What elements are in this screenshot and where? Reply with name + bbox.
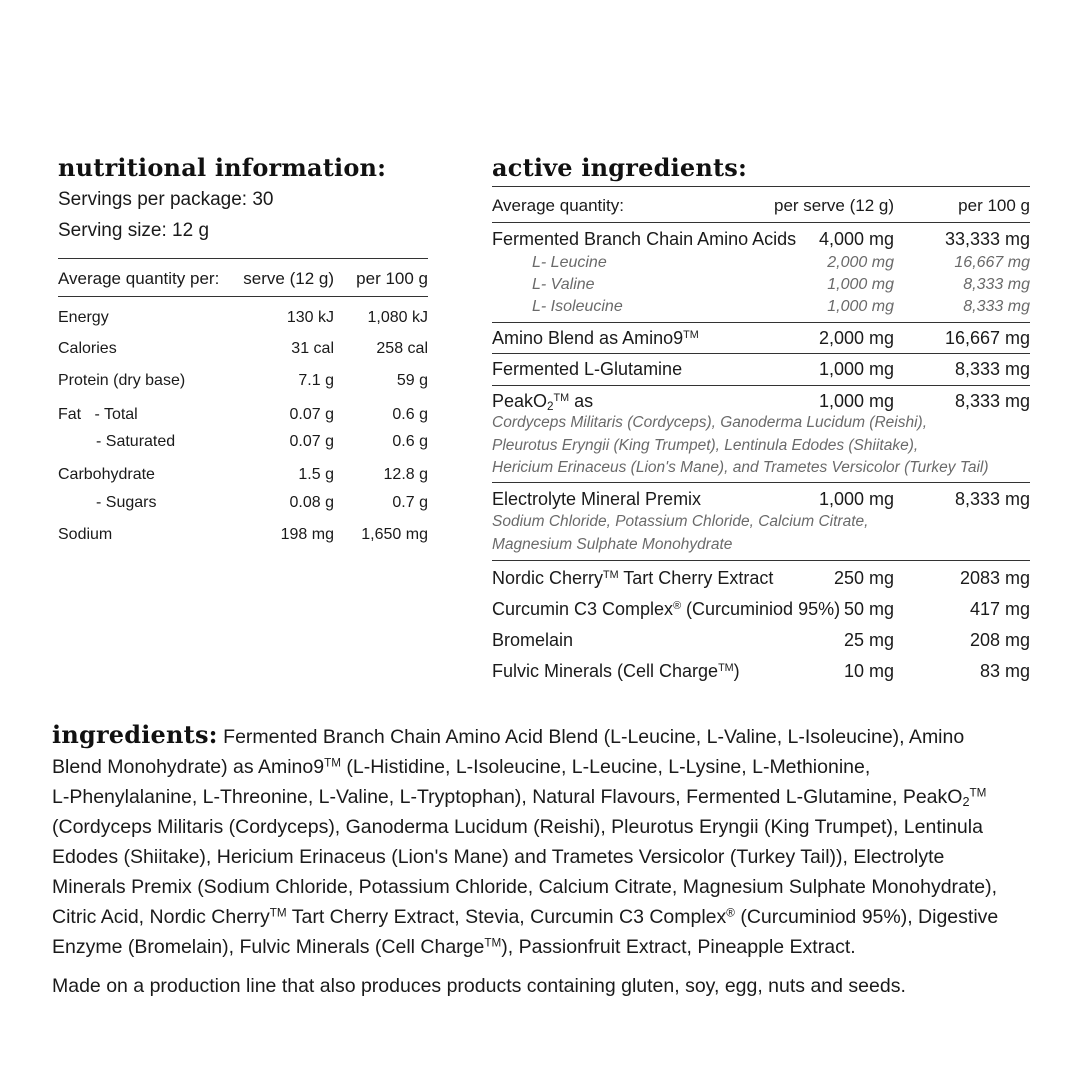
active-title: active ingredients: (492, 153, 748, 182)
row-per100: 12.8 g (383, 466, 428, 483)
nutrition-row-protein (58, 368, 428, 394)
row-label: Fermented Branch Chain Amino Acids (492, 229, 797, 249)
row-per100: 1,650 mg (361, 526, 428, 543)
nutrition-row-fat-total (58, 402, 428, 428)
active-row-glutamine (492, 357, 1030, 381)
row-per100: 59 g (396, 372, 428, 389)
row-label: - Saturated (96, 433, 176, 450)
nutrition-top-divider (58, 258, 428, 259)
row-label: Sodium (58, 526, 113, 543)
row-serve: 50 mg (843, 599, 894, 619)
row-per100: 0.6 g (392, 433, 428, 450)
row-label: Energy (58, 309, 109, 326)
row-serve: 1,000 mg (818, 359, 894, 379)
row-label: Curcumin C3 Complex® (Curcuminiod 95%) (492, 599, 841, 619)
active-header-serve: per serve (12 g) (774, 196, 894, 215)
row-per100: 2083 mg (959, 568, 1030, 588)
row-label: Carbohydrate (58, 466, 155, 483)
row-label: Fat - Total (58, 406, 138, 423)
active-row-isoleucine (492, 296, 1030, 318)
row-serve: 4,000 mg (818, 229, 894, 249)
row-serve: 31 cal (291, 340, 334, 357)
row-serve: 25 mg (843, 630, 894, 650)
nutrition-header-serve: serve (12 g) (243, 269, 334, 288)
row-label: Protein (dry base) (58, 372, 186, 389)
row-serve: 130 kJ (286, 309, 334, 326)
nutrition-row-sugars (58, 490, 428, 516)
row-serve: 1,000 mg (818, 489, 894, 509)
row-per100: 258 cal (376, 340, 428, 357)
active-header-divider (492, 222, 1030, 223)
ingredients-paragraph: ingredients: Fermented Branch Chain Amino Acid Blend (L-Leucine, L-Valine, L-Isoleucine), Amino Blend Monohydrate) as Amino9™ (L-Histidine, L-Isoleucine, L-Leucine, L-Lysine, L-Methionine, L-Phenylalanine, L-Threonine, L-Valine, L-Tryptophan), Natural Flavours, Fermented L-Glutamine, PeakO$_2$™ (Cordyceps Militaris (Cordyceps), Ganoderma Lucidum (Reishi), Pleurotus Eryngii (King Trumpet), Lentinula Edodes (Shiitake), Hericium Erinaceus (Lion's Mane) and Trametes Versicolor (Turkey Tail)), Electrolyte Minerals Premix (Sodium Chloride, Potassium Chloride, Calcium Citrate, Magnesium Sulphate Monohydrate), Citric Acid, Nordic Cherry™ Tart Cherry Extract, Stevia, Curcumin C3 Complex® (Curcuminiod 95%), Digestive Enzyme (Bromelain), Fulvic Minerals (Cell Charge™), Passionfruit Extract, Pineapple Extract. (52, 720, 999, 958)
nutrition-row-carbohydrate (58, 462, 428, 488)
row-per100: 208 mg (969, 630, 1030, 650)
row-per100: 16,667 mg (954, 254, 1030, 271)
row-serve: 1,000 mg (827, 298, 894, 315)
row-label: L- Isoleucine (532, 298, 623, 315)
nutrition-header-per100: per 100 g (356, 269, 428, 288)
row-serve: 2,000 mg (818, 328, 894, 348)
active-row-amino9 (492, 326, 1030, 350)
electrolyte-description: Sodium Chloride, Potassium Chloride, Calcium Citrate, Magnesium Sulphate Monohydrate (492, 513, 869, 553)
nutrition-row-sodium (58, 522, 428, 548)
ingredients-title: ingredients: (52, 720, 218, 749)
active-row-fulvic (492, 659, 1030, 683)
row-serve: 0.07 g (289, 406, 334, 423)
row-per100: 1,080 kJ (367, 309, 428, 326)
row-per100: 33,333 mg (944, 229, 1030, 249)
nutrition-title: nutritional information: (58, 153, 387, 182)
row-per100: 16,667 mg (944, 328, 1030, 348)
row-label: Fermented L-Glutamine (492, 359, 683, 379)
nutrition-panel (58, 150, 428, 543)
row-label: Electrolyte Mineral Premix (492, 489, 702, 509)
row-serve: 198 mg (280, 526, 334, 543)
row-per100: 8,333 mg (954, 489, 1030, 509)
row-label: PeakO$_2$™ as (492, 391, 594, 413)
peako2-description: Cordyceps Militaris (Cordyceps), Ganoderma Lucidum (Reishi), Pleurotus Eryngii (King Trumpet), Lentinula Edodes (Shiitake), Hericium Erinaceus (Lion's Mane), and Trametes Versicolor (Turkey Tail) (492, 414, 989, 476)
row-per100: 417 mg (969, 599, 1030, 619)
active-ingredients-panel (492, 150, 1030, 681)
servings-per-package: Servings per package: 30 (58, 189, 274, 210)
row-per100: 8,333 mg (954, 359, 1030, 379)
row-per100: 0.6 g (392, 406, 428, 423)
row-label: Bromelain (492, 630, 574, 650)
row-per100: 83 mg (979, 661, 1030, 681)
nutrition-header-label: Average quantity per: (58, 269, 220, 288)
row-per100: 8,333 mg (963, 298, 1030, 315)
active-divider (492, 353, 1030, 354)
serving-size: Serving size: 12 g (58, 220, 210, 241)
row-serve: 1.5 g (298, 466, 334, 483)
row-serve: 250 mg (833, 568, 894, 588)
active-header-row (492, 194, 1030, 218)
row-label: - Sugars (96, 494, 157, 511)
active-row-bromelain (492, 628, 1030, 652)
active-divider (492, 385, 1030, 386)
row-per100: 0.7 g (392, 494, 428, 511)
row-serve: 1,000 mg (827, 276, 894, 293)
row-serve: 1,000 mg (818, 391, 894, 411)
active-top-divider (492, 186, 1030, 187)
nutrition-row-fat-saturated (58, 429, 428, 455)
active-row-cherry (492, 566, 1030, 590)
active-row-peako2 (492, 389, 1030, 413)
row-label: Amino Blend as Amino9™ (492, 328, 699, 348)
active-divider (492, 560, 1030, 561)
row-label: L- Leucine (532, 254, 607, 271)
nutrition-row-calories (58, 336, 428, 362)
active-divider (492, 482, 1030, 483)
nutrition-header-row (58, 266, 428, 292)
active-row-leucine (492, 252, 1030, 274)
row-per100: 8,333 mg (954, 391, 1030, 411)
active-divider (492, 322, 1030, 323)
active-row-valine (492, 274, 1030, 296)
row-serve: 10 mg (843, 661, 894, 681)
row-label: Nordic Cherry™ Tart Cherry Extract (492, 568, 774, 588)
row-serve: 7.1 g (298, 372, 334, 389)
row-serve: 0.07 g (289, 433, 334, 450)
row-label: L- Valine (532, 276, 595, 293)
active-row-bcaa (492, 227, 1030, 251)
row-label: Calories (58, 340, 117, 357)
row-serve: 2,000 mg (827, 254, 894, 271)
row-per100: 8,333 mg (963, 276, 1030, 293)
active-row-electrolyte (492, 487, 1030, 511)
row-label: Fulvic Minerals (Cell Charge™) (492, 661, 740, 681)
active-header-label: Average quantity: (492, 196, 624, 215)
active-header-per100: per 100 g (958, 196, 1030, 215)
active-row-curcumin (492, 597, 1030, 621)
allergen-statement: Made on a production line that also produces products containing gluten, soy, egg, nuts and seeds. (52, 975, 906, 997)
row-serve: 0.08 g (289, 494, 334, 511)
nutrition-row-energy (58, 305, 428, 331)
nutrition-header-divider (58, 296, 428, 297)
ingredients-text: Fermented Branch Chain Amino Acid Blend (L-Leucine, L-Valine, L-Isoleucine), Amino (217, 726, 965, 748)
